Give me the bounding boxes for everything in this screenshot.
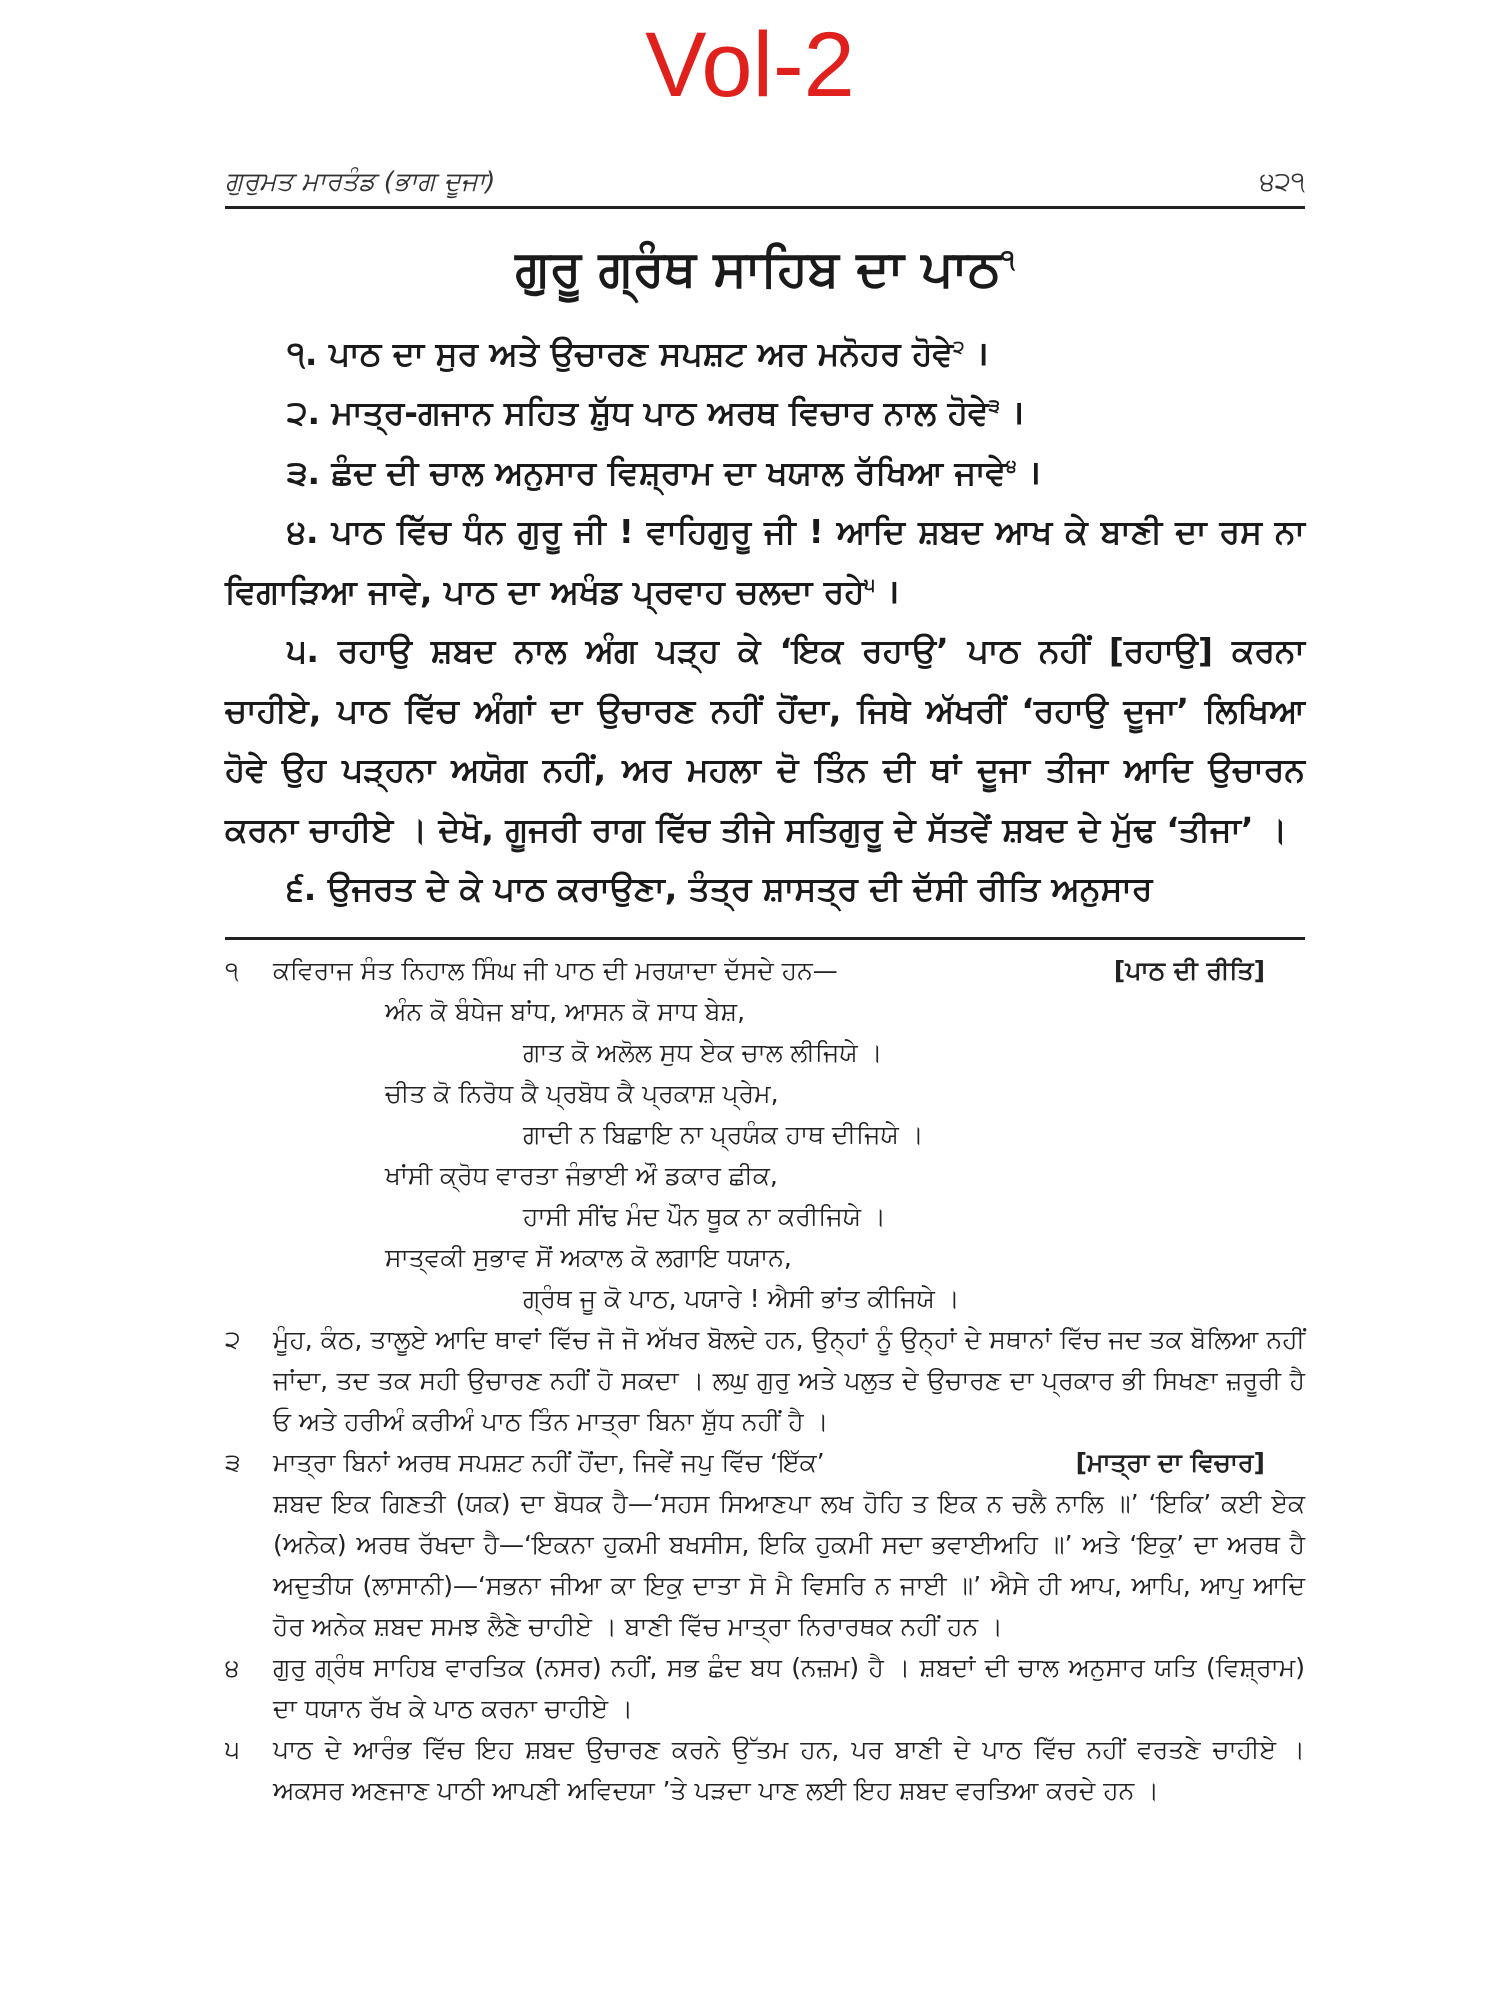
- footnote-divider: [225, 937, 1305, 940]
- verse-line: ਗਾਤ ਕੋ ਅਲੋਲ ਸੁਧ ਏਕ ਚਾਲ ਲੀਜਿਯੇ ।: [523, 1037, 883, 1067]
- point-text: ੧. ਪਾਠ ਦਾ ਸੁਰ ਅਤੇ ਉਚਾਰਣ ਸਪਸ਼ਟ ਅਰ ਮਨੋਹਰ ਹੋਵੇ: [287, 333, 954, 373]
- point-5: [225, 621, 1305, 859]
- point-3: [225, 443, 1305, 503]
- footnote-number: ੨: [225, 1324, 241, 1354]
- footnote-intro: ਕਵਿਰਾਜ ਸੰਤ ਨਿਹਾਲ ਸਿੰਘ ਜੀ ਪਾਠ ਦੀ ਮਰਯਾਦਾ ਦੱਸਦੇ ਹਨ—: [273, 955, 838, 985]
- footnote-number: ੫: [225, 1734, 240, 1764]
- footnote-mark: ੧: [1000, 245, 1015, 275]
- point-text: ੨. ਮਾਤ੍ਰ-ਗਜਾਨ ਸਹਿਤ ਸ਼ੁੱਧ ਪਾਠ ਅਰਥ ਵਿਚਾਰ ਨਾਲ ਹੋਵੇ: [287, 393, 989, 433]
- footnote-mark: ੫: [864, 574, 876, 596]
- point-1: [225, 324, 1305, 384]
- point-4: [225, 502, 1305, 621]
- footnote-tag: [ਮਾਤ੍ਰਾ ਦਾ ਵਿਚਾਰ]: [1075, 1447, 1265, 1477]
- point-text: ੪. ਪਾਠ ਵਿੱਚ ਧੰਨ ਗੁਰੂ ਜੀ ! ਵਾਹਿਗੁਰੂ ਜੀ ! ਆਦਿ ਸ਼ਬਦ ਆਖ ਕੇ ਬਾਣੀ ਦਾ ਰਸ ਨਾ ਵਿਗਾੜਿਆ ਜਾਵੇ, ਪਾਠ ਦਾ ਅਖੰਡ ਪ੍ਰਵਾਹ ਚਲਦਾ ਰਹੇ: [225, 512, 1305, 611]
- footnote-number: ੪: [225, 1652, 240, 1682]
- footnotes: [225, 950, 1305, 1811]
- book-title: ਗੁਰੁਮਤ ਮਾਰਤੰਡ (ਭਾਗ ਦੂਜਾ): [225, 167, 496, 197]
- point-2: [225, 383, 1305, 443]
- chapter-title: [225, 227, 1305, 302]
- footnote-number: ੩: [225, 1447, 241, 1477]
- verse-line: ਹਾਸੀ ਸੀਂਢ ਮੰਦ ਪੌਨ ਥੂਕ ਨਾ ਕਰੀਜਿਯੇ ।: [523, 1201, 886, 1231]
- footnote-text: ਮੂੰਹ, ਕੰਠ, ਤਾਲੂਏ ਆਦਿ ਥਾਵਾਂ ਵਿੱਚ ਜੋ ਜੋ ਅੱਖਰ ਬੋਲਦੇ ਹਨ, ਉਨ੍ਹਾਂ ਨੂੰ ਉਨ੍ਹਾਂ ਦੇ ਸਥਾਨਾਂ ਵਿੱਚ ਜਦ ਤਕ ਬੋਲਿਆ ਨਹੀਂ ਜਾਂਦਾ, ਤਦ ਤਕ ਸਹੀ ਉਚਾਰਣ ਨਹੀਂ ਹੋ ਸਕਦਾ । ਲਘੁ ਗੁਰੁ ਅਤੇ ਪਲੁਤ ਦੇ ਉਚਾਰਣ ਦਾ ਪ੍ਰਕਾਰ ਭੀ ਸਿਖਣਾ ਜ਼ਰੂਰੀ ਹੈ ਓ ਅਤੇ ਹਰੀਅੰ ਕਰੀਅੰ ਪਾਠ ਤਿੰਨ ਮਾਤ੍ਰਾ ਬਿਨਾ ਸ਼ੁੱਧ ਨਹੀਂ ਹੈ ।: [273, 1324, 1305, 1436]
- point-text: ੩. ਛੰਦ ਦੀ ਚਾਲ ਅਨੁਸਾਰ ਵਿਸ਼੍ਰਾਮ ਦਾ ਖਯਾਲ ਰੱਖਿਆ ਜਾਵੇ: [287, 452, 1007, 492]
- point-6: [225, 859, 1305, 919]
- footnote-mark: ੪: [1006, 455, 1017, 477]
- point-text: ੫. ਰਹਾਉ ਸ਼ਬਦ ਨਾਲ ਅੰਗ ਪੜ੍ਹ ਕੇ ‘ਇਕ ਰਹਾਉ’ ਪਾਠ ਨਹੀਂ [ਰਹਾਉ] ਕਰਨਾ ਚਾਹੀਏ, ਪਾਠ ਵਿੱਚ ਅੰਗਾਂ ਦਾ ਉਚਾਰਣ ਨਹੀਂ ਹੋਂਦਾ, ਜਿਥੇ ਅੱਖਰੀਂ ‘ਰਹਾਉ ਦੂਜਾ’ ਲਿਖਿਆ ਹੋਵੇ ਉਹ ਪੜ੍ਹਨਾ ਅਯੋਗ ਨਹੀਂ, ਅਰ ਮਹਲਾ ਦੋ ਤਿੰਨ ਦੀ ਥਾਂ ਦੂਜਾ ਤੀਜਾ ਆਦਿ ਉਚਾਰਨ ਕਰਨਾ ਚਾਹੀਏ । ਦੇਖੋ, ਗੂਜਰੀ ਰਾਗ ਵਿੱਚ ਤੀਜੇ ਸਤਿਗੁਰੂ ਦੇ ਸੱਤਵੇਂ ਸ਼ਬਦ ਦੇ ਮੁੱਢ ‘ਤੀਜਾ’ ।: [225, 631, 1305, 849]
- page-number: ੪੨੧: [1259, 167, 1305, 197]
- main-text: [225, 324, 1305, 919]
- footnote-intro: ਮਾਤ੍ਰਾ ਬਿਨਾਂ ਅਰਥ ਸਪਸ਼ਟ ਨਹੀਂ ਹੋਂਦਾ, ਜਿਵੇਂ ਜਪੁ ਵਿੱਚ ‘ਇੱਕ’: [273, 1447, 825, 1477]
- point-text: ੬. ਉਜਰਤ ਦੇ ਕੇ ਪਾਠ ਕਰਾਉਣਾ, ਤੰਤ੍ਰ ਸ਼ਾਸਤ੍ਰ ਦੀ ਦੱਸੀ ਰੀਤਿ ਅਨੁਸਾਰ: [287, 869, 1153, 909]
- footnote-1: [225, 950, 1305, 1319]
- book-page: [225, 162, 1305, 1811]
- chapter-title-text: ਗੁਰੂ ਗ੍ਰੰਥ ਸਾਹਿਬ ਦਾ ਪਾਠ: [515, 239, 1001, 298]
- verse: [273, 991, 1305, 1319]
- footnote-3: [225, 1442, 1305, 1647]
- verse-line: ਚੀਤ ਕੋ ਨਿਰੋਧ ਕੈ ਪ੍ਰਬੋਧ ਕੈ ਪ੍ਰਕਾਸ਼ ਪ੍ਰੇਮ,: [385, 1078, 779, 1108]
- footnote-text: ਗੁਰੁ ਗ੍ਰੰਥ ਸਾਹਿਬ ਵਾਰਤਿਕ (ਨਸਰ) ਨਹੀਂ, ਸਭ ਛੰਦ ਬਧ (ਨਜ਼ਮ) ਹੈ । ਸ਼ਬਦਾਂ ਦੀ ਚਾਲ ਅਨੁਸਾਰ ਯਤਿ (ਵਿਸ਼੍ਰਾਮ) ਦਾ ਧਯਾਨ ਰੱਖ ਕੇ ਪਾਠ ਕਰਨਾ ਚਾਹੀਏ ।: [273, 1652, 1305, 1723]
- verse-line: ਸਾਤ੍ਵਕੀ ਸੁਭਾਵ ਸੋਂ ਅਕਾਲ ਕੋ ਲਗਾਇ ਧਯਾਨ,: [385, 1242, 792, 1272]
- point-end: ।: [1016, 452, 1041, 492]
- point-end: ।: [964, 333, 989, 373]
- footnote-text: ਸ਼ਬਦ ਇਕ ਗਿਣਤੀ (ਯਕ) ਦਾ ਬੋਧਕ ਹੈ—‘ਸਹਸ ਸਿਆਣਪਾ ਲਖ ਹੋਹਿ ਤ ਇਕ ਨ ਚਲੈ ਨਾਲਿ ॥’ ‘ਇਕਿ’ ਕਈ ਏਕ (ਅਨੇਕ) ਅਰਥ ਰੱਖਦਾ ਹੈ—‘ਇਕਨਾ ਹੁਕਮੀ ਬਖਸੀਸ, ਇਕਿ ਹੁਕਮੀ ਸਦਾ ਭਵਾਈਅਹਿ ॥’ ਅਤੇ ‘ਇਕੁ’ ਦਾ ਅਰਥ ਹੈ ਅਦੁਤੀਯ (ਲਾਸਾਨੀ)—‘ਸਭਨਾ ਜੀਆ ਕਾ ਇਕੁ ਦਾਤਾ ਸੋ ਮੈ ਵਿਸਰਿ ਨ ਜਾਈ ॥’ ਐਸੇ ਹੀ ਆਪ, ਆਪਿ, ਆਪੁ ਆਦਿ ਹੋਰ ਅਨੇਕ ਸ਼ਬਦ ਸਮਝ ਲੈਣੇ ਚਾਹੀਏ । ਬਾਣੀ ਵਿੱਚ ਮਾਤ੍ਰਾ ਨਿਰਾਰਥਕ ਨਹੀਂ ਹਨ ।: [273, 1488, 1305, 1641]
- footnote-tag: [ਪਾਠ ਦੀ ਰੀਤਿ]: [1113, 955, 1265, 985]
- point-end: ।: [999, 393, 1024, 433]
- footnote-mark: ੨: [953, 336, 965, 358]
- point-end: ।: [875, 571, 900, 611]
- verse-line: ਖਾਂਸੀ ਕ੍ਰੋਧ ਵਾਰਤਾ ਜੰਭਾਈ ਔ ਡਕਾਰ ਛੀਕ,: [385, 1160, 778, 1190]
- footnote-text: ਪਾਠ ਦੇ ਆਰੰਭ ਵਿੱਚ ਇਹ ਸ਼ਬਦ ਉਚਾਰਣ ਕਰਨੇ ਉੱਤਮ ਹਨ, ਪਰ ਬਾਣੀ ਦੇ ਪਾਠ ਵਿੱਚ ਨਹੀਂ ਵਰਤਣੇ ਚਾਹੀਏ । ਅਕਸਰ ਅਣਜਾਣ ਪਾਠੀ ਆਪਣੀ ਅਵਿਦਯਾ ’ਤੇ ਪੜਦਾ ਪਾਣ ਲਈ ਇਹ ਸ਼ਬਦ ਵਰਤਿਆ ਕਰਦੇ ਹਨ ।: [273, 1734, 1305, 1805]
- running-head: [225, 162, 1305, 209]
- volume-label: Vol-2: [645, 14, 855, 116]
- footnote-mark: ੩: [988, 396, 1000, 418]
- verse-line: ਅੰਨ ਕੋ ਬੰਧੇਜ ਬਾਂਧ, ਆਸਨ ਕੋ ਸਾਧ ਬੇਸ਼,: [385, 996, 746, 1026]
- footnote-5: [225, 1729, 1305, 1811]
- footnote-2: [225, 1319, 1305, 1442]
- footnote-4: [225, 1647, 1305, 1729]
- verse-line: ਗ੍ਰੰਥ ਜੂ ਕੋ ਪਾਠ, ਪਯਾਰੇ ! ਐਸੀ ਭਾਂਤ ਕੀਜਿਯੇ ।: [523, 1283, 960, 1313]
- verse-line: ਗਾਦੀ ਨ ਬਿਛਾਇ ਨਾ ਪ੍ਰਯੰਕ ਹਾਥ ਦੀਜਿਯੇ ।: [523, 1119, 924, 1149]
- footnote-number: ੧: [225, 955, 239, 985]
